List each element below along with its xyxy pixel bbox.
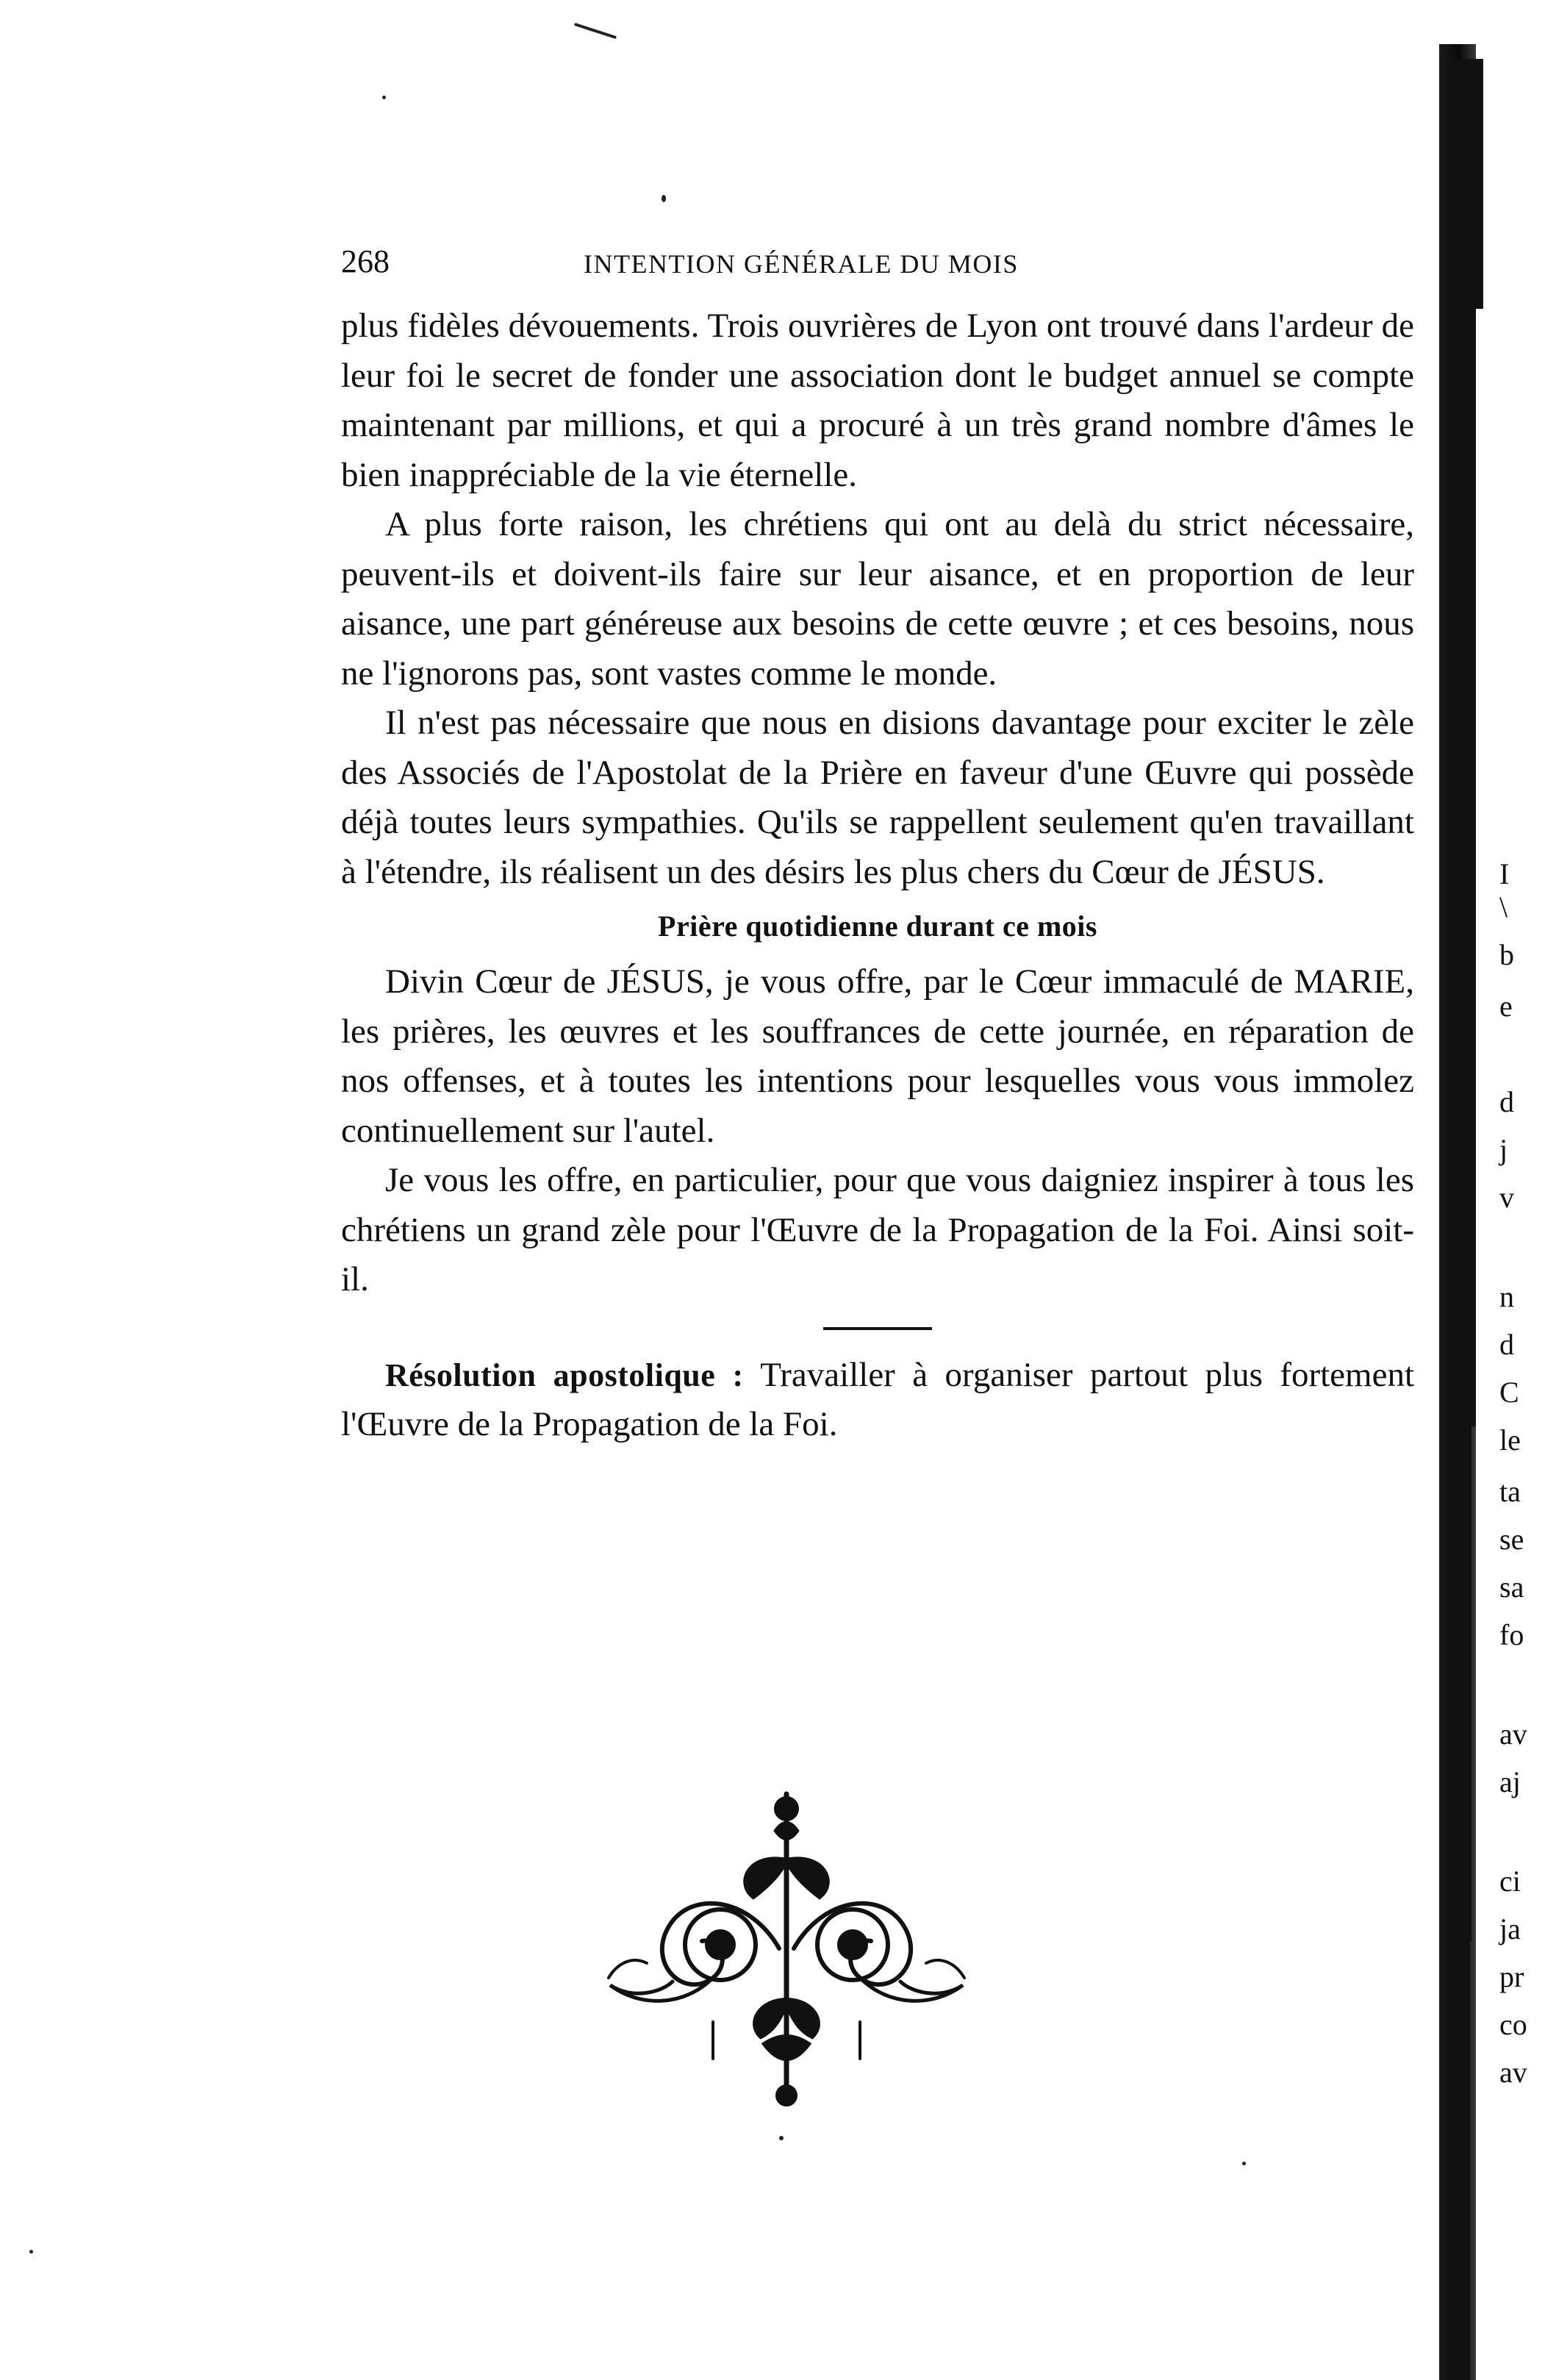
- scan-speck: [1242, 2162, 1246, 2165]
- fragment: b: [1499, 938, 1514, 971]
- fragment: pr: [1499, 1960, 1524, 1993]
- fragment: n: [1499, 1280, 1514, 1313]
- prayer-paragraph-offering: [341, 957, 1414, 1156]
- resolution-text: Travailler à organiser partout plus fortement l'Œuvre de la Propagation de la Foi.: [341, 1355, 1414, 1443]
- prayer-name-marie: MARIE: [1294, 962, 1406, 1001]
- fragment: se: [1499, 1523, 1524, 1556]
- scan-speck: [382, 96, 386, 99]
- fragment: le: [1499, 1423, 1521, 1457]
- page-column: [341, 243, 1414, 1450]
- fragment: co: [1499, 2008, 1527, 2041]
- paragraph-continuation: plus fidèles dévouements. Trois ouvrières de Lyon ont trouvé dans l'ardeur de leur foi le secret de fonder une association dont le budget annuel se compte maintenant par millions, et qui a procuré à un très grand nombre d'âmes le bien inappréciable de la vie éternelle.: [341, 307, 1414, 494]
- fragment: I: [1499, 857, 1510, 890]
- scan-speck: [779, 2136, 784, 2140]
- page-number: 268: [341, 243, 390, 279]
- running-title: INTENTION GÉNÉRALE DU MOIS: [584, 249, 1019, 279]
- paragraph-exhortation: Il n'est pas nécessaire que nous en disions davantage pour exciter le zèle des Associés de l'Apostolat de la Prière en faveur d'une Œuvre qui possède déjà toutes leurs sympathies. Qu'ils se rappellent seulement qu'en travaillant à l'étendre, ils réalisent un des désirs les plus chers du Cœur de JÉSUS.: [341, 704, 1414, 891]
- prayer-text: Divin Cœur de JÉSUS, je vous offre, par le Cœur immaculé de: [385, 962, 1294, 1001]
- prayer-paragraph-intention: Je vous les offre, en particulier, pour que vous daigniez inspirer à tous les chrétiens un grand zèle pour l'Œuvre de la Propagation de la Foi. Ainsi soit-il.: [341, 1161, 1414, 1298]
- scan-speck: [29, 2250, 33, 2254]
- running-header: [341, 243, 1414, 288]
- fragment: aj: [1499, 1765, 1521, 1798]
- fragment: C: [1499, 1376, 1519, 1409]
- fleuron-ornament: [603, 1779, 970, 2118]
- fragment: ja: [1499, 1912, 1521, 1945]
- fragment: d: [1499, 1328, 1514, 1361]
- resolution: [341, 1351, 1414, 1450]
- resolution-label: Résolution apostolique :: [385, 1357, 744, 1393]
- fragment: d: [1499, 1085, 1514, 1118]
- scan-speck: [662, 195, 666, 202]
- prayer-text: , les prières, les œuvres et les souffrances de cette journée, en réparation de nos offenses, et à toutes les intentions pour lesquelles vous vous immolez continuellement sur l'autel.: [341, 962, 1414, 1150]
- prayer-heading: Prière quotidienne durant ce mois: [658, 910, 1097, 943]
- body-text: [341, 301, 1414, 1450]
- fragment: fo: [1499, 1618, 1524, 1651]
- fragment: ta: [1499, 1475, 1521, 1508]
- fragment: j: [1499, 1133, 1508, 1166]
- fragment: \: [1499, 890, 1508, 923]
- fragment: av: [1499, 2056, 1527, 2089]
- fragment: av: [1499, 1718, 1527, 1751]
- fragment: ci: [1499, 1865, 1521, 1898]
- binding-edge-texture: [1449, 0, 1545, 2380]
- paragraph-strict-necessity: A plus forte raison, les chrétiens qui ont au delà du strict nécessaire, peuvent-ils et doivent-ils faire sur leur aisance, et en proportion de leur aisance, une part généreuse aux besoins de cette œuvre ; et ces besoins, nous ne l'ignorons pas, sont vastes comme le monde.: [341, 505, 1414, 693]
- fragment: v: [1499, 1181, 1514, 1214]
- fragment: e: [1499, 990, 1513, 1023]
- separator-rule: [823, 1327, 932, 1330]
- scan-speck: [574, 23, 617, 39]
- fragment: sa: [1499, 1570, 1524, 1604]
